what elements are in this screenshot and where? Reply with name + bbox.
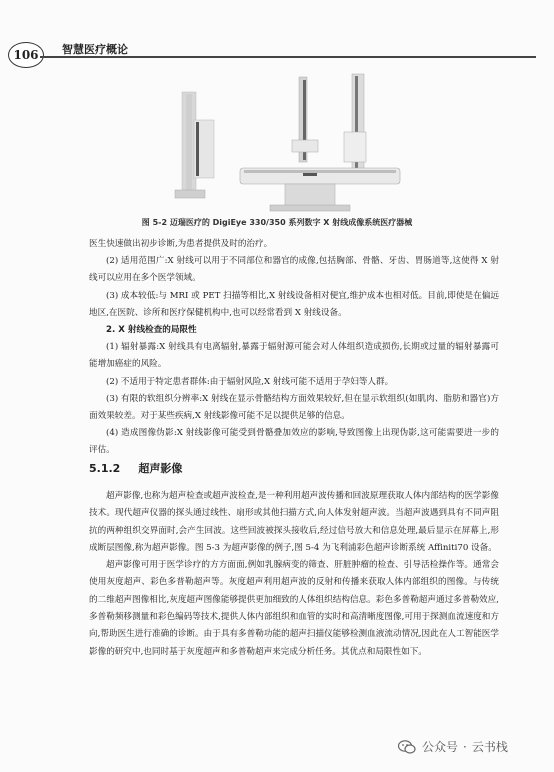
body-text-ultrasound (89, 488, 499, 661)
section-number: 5.1.2 (89, 462, 121, 475)
paragraph: (2) 不适用于特定患者群体:由于辐射风险,X 射线可能不适用于孕妇等人群。 (106, 376, 394, 387)
section-heading (89, 460, 182, 476)
paragraph: (1) 辐射暴露:X 射线具有电离辐射,暴露于辐射源可能会对人体组织造成损伤,长期或过量的辐射暴露可能增加癌症的风险。 (89, 342, 499, 370)
paragraph: (3) 有限的软组织分辨率:X 射线在显示骨骼结构方面效果较好,但在显示软组织(如肌肉、脂肪和器官)方面效果较差。对于某些疾病,X 射线影像可能不足以提供足够的信息。 (89, 393, 499, 422)
paragraph: (2) 适用范围广:X 射线可以用于不同部位和器官的成像,包括胸部、骨骼、牙齿、胃肠道等,这使得 X 射线可以应用在多个医学领域。 (89, 256, 499, 284)
paragraph: 超声影像可用于医学诊疗的方方面面,例如乳腺病变的筛查、肝脏肿瘤的检查、引导活检操作等。通常会使用灰度超声、彩色多普勒超声等。灰度超声利用超声波的反射和传播来获取人体内部组织的图像。与传统的二维超声图像相比,灰度超声图像能够提供更加细致的人体组织结构信息。彩色多普勒超声通过多普勒效应,多普勒频移测量和彩色编码等技术,提供人体内部组织和血管的实时和高清晰度图像,可用于探测血流速度和方向,帮助医生进行准确的诊断。由于具有多普勒功能的超声扫描仪能够检测血液流动情况,因此在人工智能医学影像的研究中,也同时基于灰度超声和多普勒超声来完成分析任务。其优点和局限性如下。 (89, 560, 499, 657)
watermark-separator: · (463, 739, 467, 754)
watermark-text-1: 公众号 (422, 740, 459, 754)
wall-stand-device (175, 92, 214, 198)
table-xray-device (240, 74, 400, 211)
page-header (0, 0, 554, 64)
subheading: 2. X 射线检查的局限性 (106, 325, 197, 336)
body-text-xray (89, 236, 499, 460)
book-title: 智慧医疗概论 (62, 43, 128, 56)
paragraph: 医生快速做出初步诊断,为患者提供及时的治疗。 (89, 239, 273, 249)
paragraph: 超声影像,也称为超声检查或超声波检查,是一种利用超声波传播和回波原理获取人体内部结构的医学影像技术。现代超声仪器的探头通过线性、扇形或其他扫描方式,向人体发射超声波。当超声波遇到具有不同声阻抗的两种组织交界面时,会产生回波。这些回波被探头接收后,经过信号放大和信息处理,最后显示在屏幕上,形成断层图像,称为超声影像。图 5-3 为超声影像的例子,图 5-4 为飞利浦彩色超声诊断系统 Affiniti70 设备。 (89, 491, 499, 553)
header-rule (40, 56, 536, 58)
page-number: 106 (8, 42, 44, 68)
watermark-text-2: 云书栈 (471, 740, 508, 754)
paragraph: (4) 造成图像伪影:X 射线影像可能受到骨骼叠加效应的影响,导致图像上出现伪影,这可能需要进一步的评估。 (89, 428, 499, 456)
wechat-icon (398, 740, 416, 754)
xray-device-illustration (0, 72, 554, 217)
section-title: 超声影像 (138, 462, 183, 475)
figure-xray-devices (0, 72, 554, 230)
figure-caption: 图 5-2 迈瑞医疗的 DigiEye 330/350 系列数字 X 射线成像系统医疗器械 (141, 218, 413, 227)
watermark (398, 738, 508, 755)
paragraph: (3) 成本较低:与 MRI 或 PET 扫描等相比,X 射线设备相对便宜,维护成本也相对低。目前,即使是在偏远地区,在医院、诊所和医疗保健机构中,也可以经常看到 X 射线设备。 (89, 290, 499, 318)
